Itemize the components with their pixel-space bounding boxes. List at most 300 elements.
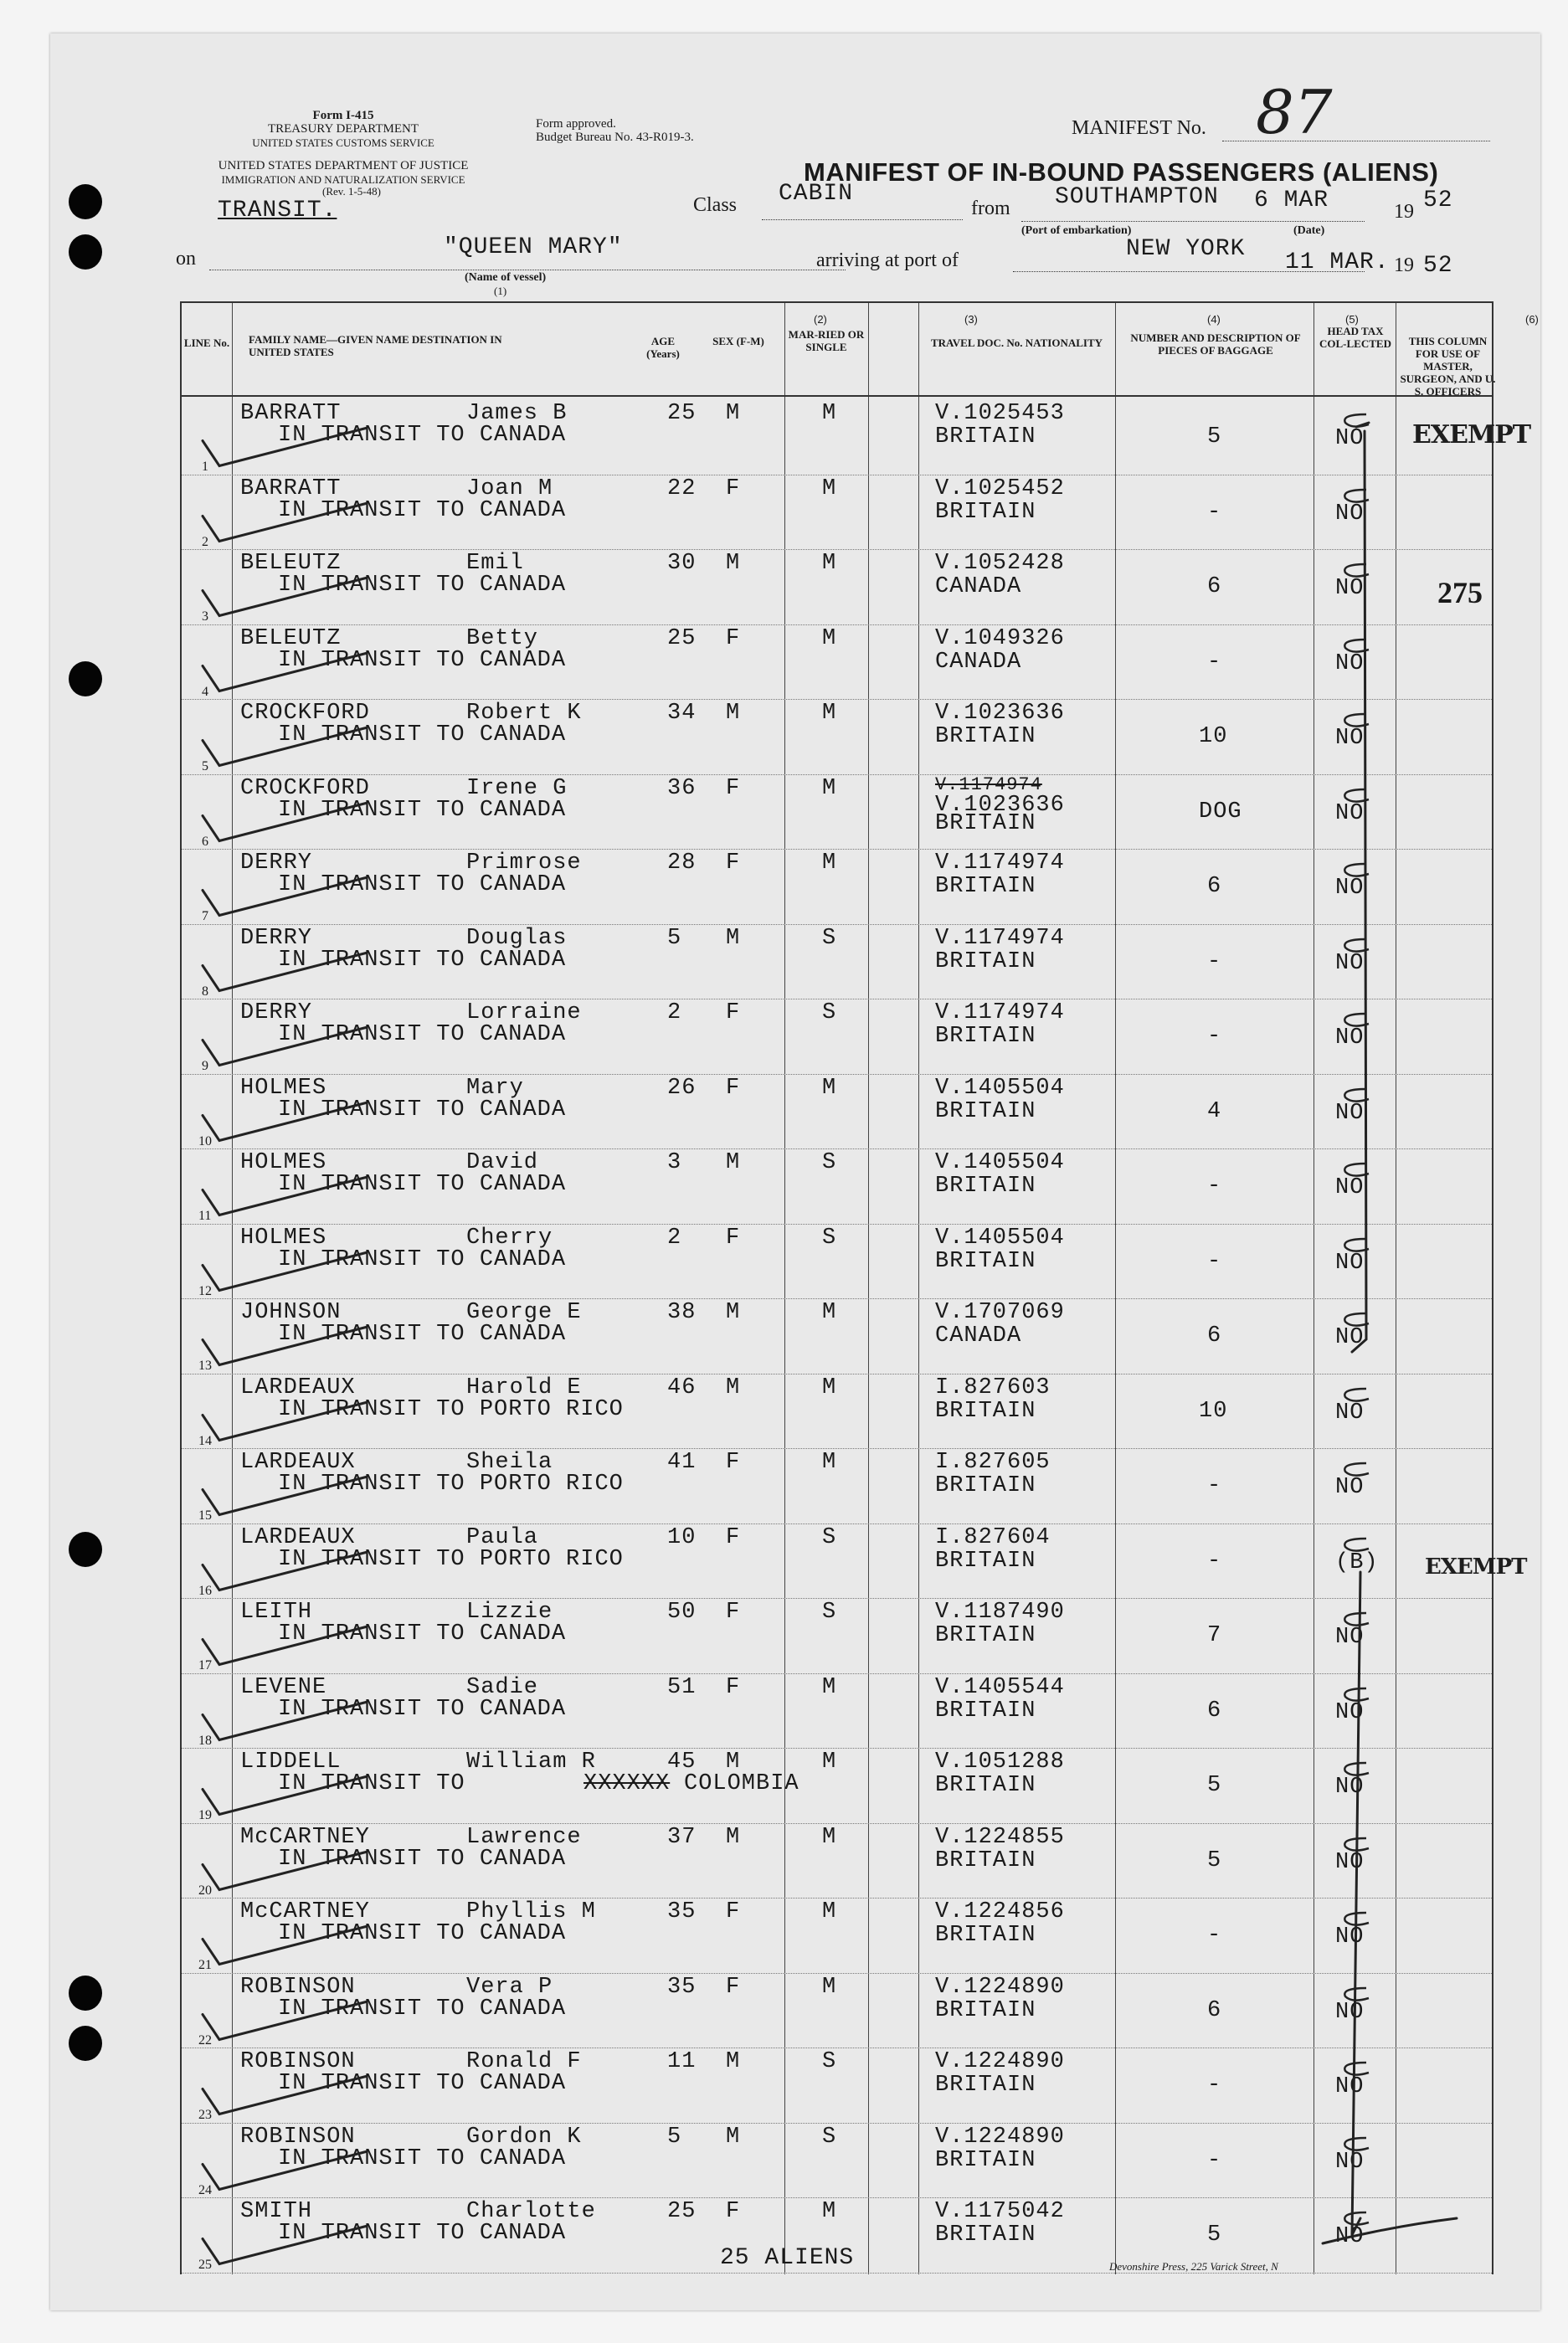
travel-doc: V.1224855 — [935, 1824, 1065, 1850]
travel-doc-struck: V.1174974 — [935, 773, 1042, 795]
family-name: CROCKFORD — [240, 701, 370, 726]
sex: F — [726, 1075, 741, 1101]
nationality: BRITAIN — [935, 1398, 1036, 1424]
baggage: - — [1207, 1473, 1222, 1498]
destination: IN TRANSIT TO PORTO RICO — [278, 1546, 624, 1572]
line-number: 21 — [198, 1958, 212, 1972]
baggage: - — [1207, 2073, 1222, 2098]
transit-mark: TRANSIT. — [218, 198, 337, 224]
baggage: 5 — [1207, 1847, 1222, 1873]
family-name: HOLMES — [240, 1075, 327, 1101]
revision-date: (Rev. 1-5-48) — [322, 185, 381, 198]
age: 35 — [667, 1974, 697, 2000]
destination: IN TRANSIT TO CANADA — [278, 722, 567, 748]
destination: IN TRANSIT TO — [278, 1771, 465, 1796]
marital-status: S — [822, 1150, 837, 1175]
marital-status: S — [822, 1600, 837, 1625]
family-name: LARDEAUX — [240, 1524, 356, 1550]
destination: IN TRANSIT TO CANADA — [278, 1322, 567, 1347]
given-name: Cherry — [466, 1225, 553, 1251]
family-name: SMITH — [240, 2199, 313, 2224]
baggage: 7 — [1207, 1623, 1222, 1648]
travel-doc: V.1023636 — [935, 792, 1065, 818]
marital-status: S — [822, 2049, 837, 2074]
year-suffix: 52 — [1423, 188, 1453, 213]
vessel-caption: (Name of vessel) — [465, 271, 547, 284]
destination: IN TRANSIT TO CANADA — [278, 573, 567, 598]
family-name: BARRATT — [240, 401, 342, 426]
line-number: 10 — [198, 1133, 212, 1148]
nationality: BRITAIN — [935, 2222, 1036, 2248]
given-name: Vera P — [466, 1974, 553, 2000]
marital-status: S — [822, 2124, 837, 2150]
baggage: - — [1207, 948, 1222, 974]
col-head-sex: SEX (F-M) — [712, 335, 764, 347]
family-name: LIDDELL — [240, 1750, 342, 1775]
family-name: LARDEAUX — [240, 1450, 356, 1475]
family-name: HOLMES — [240, 1150, 327, 1175]
given-name: George E — [466, 1300, 582, 1325]
manifest-page — [50, 33, 1540, 2310]
line-number: 4 — [202, 684, 208, 699]
travel-doc: V.1052428 — [935, 551, 1065, 576]
age: 5 — [667, 2124, 682, 2150]
baggage: 5 — [1207, 1773, 1222, 1798]
given-name: Gordon K — [466, 2124, 582, 2150]
customs-service: UNITED STATES CUSTOMS SERVICE — [252, 136, 434, 149]
marital-status: S — [822, 925, 837, 951]
line-number: 25 — [198, 2258, 212, 2272]
nationality: BRITAIN — [935, 1024, 1036, 1049]
head-tax: NO — [1335, 501, 1365, 527]
col-head-age: AGE (Years) — [646, 335, 680, 360]
sex: F — [726, 850, 741, 876]
col-num-6: (6) — [1525, 313, 1539, 326]
printer-imprint: Devonshire Press, 225 Varick Street, N — [1109, 2260, 1278, 2273]
baggage: - — [1207, 499, 1222, 525]
nationality: BRITAIN — [935, 1923, 1036, 1948]
sex: M — [726, 1750, 741, 1775]
sex: M — [726, 2049, 741, 2074]
given-name: Ronald F — [466, 2049, 582, 2074]
marital-status: M — [822, 1450, 837, 1475]
destination: IN TRANSIT TO PORTO RICO — [278, 1472, 624, 1497]
on-label: on — [176, 248, 196, 270]
col-num-4: (4) — [1207, 313, 1221, 326]
manifest-no-label: MANIFEST No. — [1072, 117, 1206, 139]
family-name: BELEUTZ — [240, 625, 342, 651]
head-tax: NO — [1335, 876, 1365, 901]
marital-status: M — [822, 701, 837, 726]
head-tax: NO — [1335, 1175, 1365, 1200]
age: 30 — [667, 551, 697, 576]
marital-status: M — [822, 401, 837, 426]
line-number: 18 — [198, 1733, 212, 1748]
family-name: ROBINSON — [240, 2049, 356, 2074]
baggage: 10 — [1199, 724, 1228, 749]
budget-bureau: Budget Bureau No. 43-R019-3. — [536, 131, 694, 144]
date-caption: (Date) — [1293, 224, 1325, 237]
destination: IN TRANSIT TO CANADA — [278, 497, 567, 523]
destination: IN TRANSIT TO CANADA — [278, 1172, 567, 1197]
nationality: CANADA — [935, 1323, 1022, 1349]
baggage: - — [1207, 2147, 1222, 2173]
baggage: 6 — [1207, 1698, 1222, 1724]
family-name: HOLMES — [240, 1225, 327, 1251]
sex: M — [726, 2124, 741, 2150]
treasury-dept: TREASURY DEPARTMENT — [267, 122, 419, 136]
given-name: Sheila — [466, 1450, 553, 1475]
nationality: BRITAIN — [935, 1548, 1036, 1574]
family-name: JOHNSON — [240, 1300, 342, 1325]
destination: IN TRANSIT TO CANADA — [278, 1996, 567, 2022]
age: 25 — [667, 2199, 697, 2224]
destination: IN TRANSIT TO CANADA — [278, 423, 567, 448]
sex: M — [726, 1300, 741, 1325]
destination: IN TRANSIT TO CANADA — [278, 2145, 567, 2171]
stamp-275: 275 — [1437, 576, 1483, 609]
head-tax: NO — [1335, 1025, 1365, 1051]
marital-status: M — [822, 1974, 837, 2000]
baggage: - — [1207, 649, 1222, 675]
head-tax: NO — [1335, 1325, 1365, 1350]
nationality: BRITAIN — [935, 1997, 1036, 2023]
line-number: 2 — [202, 534, 208, 549]
nationality: BRITAIN — [935, 1773, 1036, 1798]
marital-status: M — [822, 1300, 837, 1325]
col-num-5: (5) — [1345, 313, 1359, 326]
age: 25 — [667, 625, 697, 651]
exempt-stamp-1: EXEMPT — [1412, 420, 1531, 450]
head-tax: NO — [1335, 1475, 1365, 1500]
marital-status: M — [822, 1674, 837, 1700]
destination: IN TRANSIT TO CANADA — [278, 1921, 567, 1946]
nationality: BRITAIN — [935, 1174, 1036, 1199]
line-number: 3 — [202, 609, 208, 624]
nationality: BRITAIN — [935, 2147, 1036, 2173]
travel-doc: V.1175042 — [935, 2199, 1065, 2224]
sex: M — [726, 401, 741, 426]
destination-struck: XXXXXX — [584, 1771, 671, 1796]
manifest-number: 87 — [1256, 77, 1333, 147]
col-head-baggage: NUMBER AND DESCRIPTION OF PIECES OF BAGGAGE — [1130, 331, 1301, 357]
marital-status: M — [822, 850, 837, 876]
nationality: BRITAIN — [935, 1098, 1036, 1124]
line-number: 20 — [198, 1883, 212, 1898]
line-number: 13 — [198, 1359, 212, 1373]
age: 41 — [667, 1450, 697, 1475]
given-name: Emil — [466, 551, 524, 576]
head-tax: NO — [1335, 2149, 1365, 2175]
vessel-name: "QUEEN MARY" — [444, 234, 623, 260]
head-tax: NO — [1335, 1250, 1365, 1276]
sex: M — [726, 1374, 741, 1400]
travel-doc: V.1174974 — [935, 850, 1065, 876]
age: 25 — [667, 401, 697, 426]
line-number: 16 — [198, 1583, 212, 1598]
given-name: Douglas — [466, 925, 568, 951]
travel-doc: V.1405504 — [935, 1225, 1065, 1251]
given-name: Paula — [466, 1524, 539, 1550]
travel-doc: V.1405504 — [935, 1075, 1065, 1101]
year-prefix: 19 — [1394, 201, 1414, 223]
age: 2 — [667, 1000, 682, 1025]
given-name: Harold E — [466, 1374, 582, 1400]
travel-doc: V.1405544 — [935, 1674, 1065, 1700]
baggage: DOG — [1199, 799, 1242, 825]
justice-dept: UNITED STATES DEPARTMENT OF JUSTICE — [218, 159, 469, 172]
marital-status: M — [822, 625, 837, 651]
marital-status: M — [822, 551, 837, 576]
age: 28 — [667, 850, 697, 876]
baggage: 5 — [1207, 2222, 1222, 2248]
travel-doc: V.1051288 — [935, 1750, 1065, 1775]
sex: M — [726, 925, 741, 951]
line-number: 15 — [198, 1508, 212, 1523]
col-num-2: (2) — [814, 313, 827, 326]
family-name: McCARTNEY — [240, 1899, 370, 1924]
marital-status: S — [822, 1225, 837, 1251]
sex: F — [726, 1225, 741, 1251]
line-number: 11 — [198, 1209, 212, 1223]
head-tax: NO — [1335, 1699, 1365, 1725]
given-name: Lorraine — [466, 1000, 582, 1025]
destination: IN TRANSIT TO PORTO RICO — [278, 1396, 624, 1422]
sex: F — [726, 1000, 741, 1025]
head-tax: NO — [1335, 426, 1365, 451]
given-name: Joan M — [466, 475, 553, 501]
destination: IN TRANSIT TO CANADA — [278, 1696, 567, 1722]
age: 2 — [667, 1225, 682, 1251]
destination: IN TRANSIT TO CANADA — [278, 1846, 567, 1872]
age: 3 — [667, 1150, 682, 1175]
travel-doc: V.1187490 — [935, 1600, 1065, 1625]
nationality: BRITAIN — [935, 724, 1036, 749]
family-name: CROCKFORD — [240, 775, 370, 801]
line-number: 5 — [202, 759, 208, 773]
destination: IN TRANSIT TO CANADA — [278, 1097, 567, 1123]
exempt-stamp-2: EXEMPT — [1425, 1554, 1527, 1580]
embark-date: 6 MAR — [1254, 188, 1329, 213]
sex: F — [726, 475, 741, 501]
travel-doc: V.1405504 — [935, 1150, 1065, 1175]
nationality: BRITAIN — [935, 810, 1036, 836]
destination: IN TRANSIT TO CANADA — [278, 647, 567, 673]
family-name: ROBINSON — [240, 2124, 356, 2150]
age: 38 — [667, 1300, 697, 1325]
family-name: LARDEAUX — [240, 1374, 356, 1400]
baggage: 6 — [1207, 1997, 1222, 2023]
line-number: 7 — [202, 909, 208, 923]
col-head-head-tax: HEAD TAX COL-LECTED — [1319, 325, 1391, 350]
travel-doc: V.1023636 — [935, 701, 1065, 726]
age: 22 — [667, 475, 697, 501]
line-number: 12 — [198, 1283, 212, 1298]
baggage: - — [1207, 1024, 1222, 1049]
family-name: LEVENE — [240, 1674, 327, 1700]
head-tax: NO — [1335, 1775, 1365, 1800]
family-name: BELEUTZ — [240, 551, 342, 576]
line-number: 23 — [198, 2108, 212, 2122]
line-number: 6 — [202, 834, 208, 849]
head-tax: NO — [1335, 726, 1365, 751]
given-name: Betty — [466, 625, 539, 651]
nationality: BRITAIN — [935, 1698, 1036, 1724]
sex: M — [726, 701, 741, 726]
total-aliens: 25 ALIENS — [720, 2245, 855, 2271]
arrival-date: 11 MAR. — [1285, 249, 1390, 275]
destination: IN TRANSIT TO CANADA — [278, 1621, 567, 1647]
travel-doc: I.827603 — [935, 1374, 1051, 1400]
head-tax: NO — [1335, 800, 1365, 826]
given-name: Lawrence — [466, 1824, 582, 1850]
nationality: BRITAIN — [935, 2073, 1036, 2098]
age: 46 — [667, 1374, 697, 1400]
travel-doc: V.1224890 — [935, 2124, 1065, 2150]
sex: F — [726, 1674, 741, 1700]
col-num-3: (3) — [964, 313, 978, 326]
travel-doc: V.1025453 — [935, 401, 1065, 426]
travel-doc: V.1224890 — [935, 2049, 1065, 2074]
family-name: BARRATT — [240, 475, 342, 501]
given-name: Robert K — [466, 701, 582, 726]
destination-after: COLOMBIA — [684, 1771, 799, 1796]
port-embark-caption: (Port of embarkation) — [1021, 224, 1132, 237]
baggage: 5 — [1207, 424, 1222, 450]
nationality: CANADA — [935, 649, 1022, 675]
baggage: - — [1207, 1174, 1222, 1199]
baggage: 6 — [1207, 1323, 1222, 1349]
travel-doc: V.1224856 — [935, 1899, 1065, 1924]
travel-doc: V.1707069 — [935, 1300, 1065, 1325]
sex: F — [726, 1899, 741, 1924]
destination: IN TRANSIT TO CANADA — [278, 2221, 567, 2246]
given-name: James B — [466, 401, 568, 426]
embark-port: SOUTHAMPTON — [1055, 184, 1219, 210]
arrival-year-prefix: 19 — [1394, 254, 1414, 276]
nationality: BRITAIN — [935, 499, 1036, 525]
given-name: Phyllis M — [466, 1899, 596, 1924]
travel-doc: V.1224890 — [935, 1974, 1065, 2000]
nationality: CANADA — [935, 574, 1022, 599]
age: 45 — [667, 1750, 697, 1775]
age: 11 — [667, 2049, 697, 2074]
given-name: Sadie — [466, 1674, 539, 1700]
arrival-port: NEW YORK — [1126, 236, 1246, 262]
given-name: David — [466, 1150, 539, 1175]
marital-status: M — [822, 2199, 837, 2224]
age: 5 — [667, 925, 682, 951]
sex: M — [726, 1150, 741, 1175]
baggage: 4 — [1207, 1098, 1222, 1124]
baggage: 10 — [1199, 1398, 1228, 1424]
age: 35 — [667, 1899, 697, 1924]
line-number: 1 — [202, 460, 208, 474]
age: 34 — [667, 701, 697, 726]
travel-doc: V.1025452 — [935, 475, 1065, 501]
given-name: Primrose — [466, 850, 582, 876]
sex: F — [726, 625, 741, 651]
travel-doc: V.1174974 — [935, 925, 1065, 951]
travel-doc: V.1049326 — [935, 625, 1065, 651]
from-label: from — [971, 198, 1010, 219]
travel-doc: V.1174974 — [935, 1000, 1065, 1025]
nationality: BRITAIN — [935, 424, 1036, 450]
marital-status: S — [822, 1524, 837, 1550]
arriving-label: arriving at port of — [816, 249, 959, 271]
col-head-officers: THIS COLUMN FOR USE OF MASTER, SURGEON, AND U. S. OFFICERS — [1400, 335, 1496, 398]
baggage: 6 — [1207, 874, 1222, 899]
given-name: William R — [466, 1750, 596, 1775]
destination: IN TRANSIT TO CANADA — [278, 947, 567, 973]
baggage: - — [1207, 1548, 1222, 1574]
head-tax: NO — [1335, 950, 1365, 976]
given-name: Mary — [466, 1075, 524, 1101]
col-head-line: LINE No. — [183, 337, 230, 349]
marital-status: M — [822, 1374, 837, 1400]
arrival-year-suffix: 52 — [1423, 253, 1453, 279]
head-tax: NO — [1335, 2074, 1365, 2099]
destination: IN TRANSIT TO CANADA — [278, 872, 567, 897]
line-number: 17 — [198, 1658, 212, 1672]
nationality: BRITAIN — [935, 1623, 1036, 1648]
given-name: Charlotte — [466, 2199, 596, 2224]
family-name: LEITH — [240, 1600, 313, 1625]
handwritten-marks — [50, 33, 1540, 2310]
age: 37 — [667, 1824, 697, 1850]
marital-status: M — [822, 475, 837, 501]
travel-doc: I.827604 — [935, 1524, 1051, 1550]
line-number: 9 — [202, 1059, 208, 1073]
age: 26 — [667, 1075, 697, 1101]
head-tax: NO — [1335, 1999, 1365, 2025]
line-number: 14 — [198, 1433, 212, 1448]
age: 51 — [667, 1674, 697, 1700]
line-number: 22 — [198, 2032, 212, 2048]
family-name: DERRY — [240, 1000, 313, 1025]
given-name: Lizzie — [466, 1600, 553, 1625]
marital-status: M — [822, 1899, 837, 1924]
destination: IN TRANSIT TO CANADA — [278, 2071, 567, 2096]
marital-status: M — [822, 1824, 837, 1850]
baggage: 6 — [1207, 574, 1222, 599]
col-head-travel-doc: TRAVEL DOC. No. NATIONALITY — [930, 337, 1103, 349]
baggage: - — [1207, 1923, 1222, 1948]
family-name: McCARTNEY — [240, 1824, 370, 1850]
head-tax: (B) — [1335, 1549, 1379, 1575]
line-number: 19 — [198, 1808, 212, 1822]
head-tax: NO — [1335, 1100, 1365, 1126]
nationality: BRITAIN — [935, 1473, 1036, 1498]
sex: F — [726, 1524, 741, 1550]
family-name: DERRY — [240, 850, 313, 876]
nationality: BRITAIN — [935, 1248, 1036, 1274]
sex: F — [726, 775, 741, 801]
col-num-1-top: (1) — [494, 285, 507, 297]
marital-status: M — [822, 1750, 837, 1775]
age: 50 — [667, 1600, 697, 1625]
age: 10 — [667, 1524, 697, 1550]
sex: F — [726, 1974, 741, 2000]
sex: M — [726, 1824, 741, 1850]
head-tax: NO — [1335, 1400, 1365, 1426]
form-approved: Form approved. — [536, 117, 616, 131]
sex: M — [726, 551, 741, 576]
sex: F — [726, 2199, 741, 2224]
nationality: BRITAIN — [935, 948, 1036, 974]
family-name: DERRY — [240, 925, 313, 951]
class-label: Class — [693, 194, 738, 216]
